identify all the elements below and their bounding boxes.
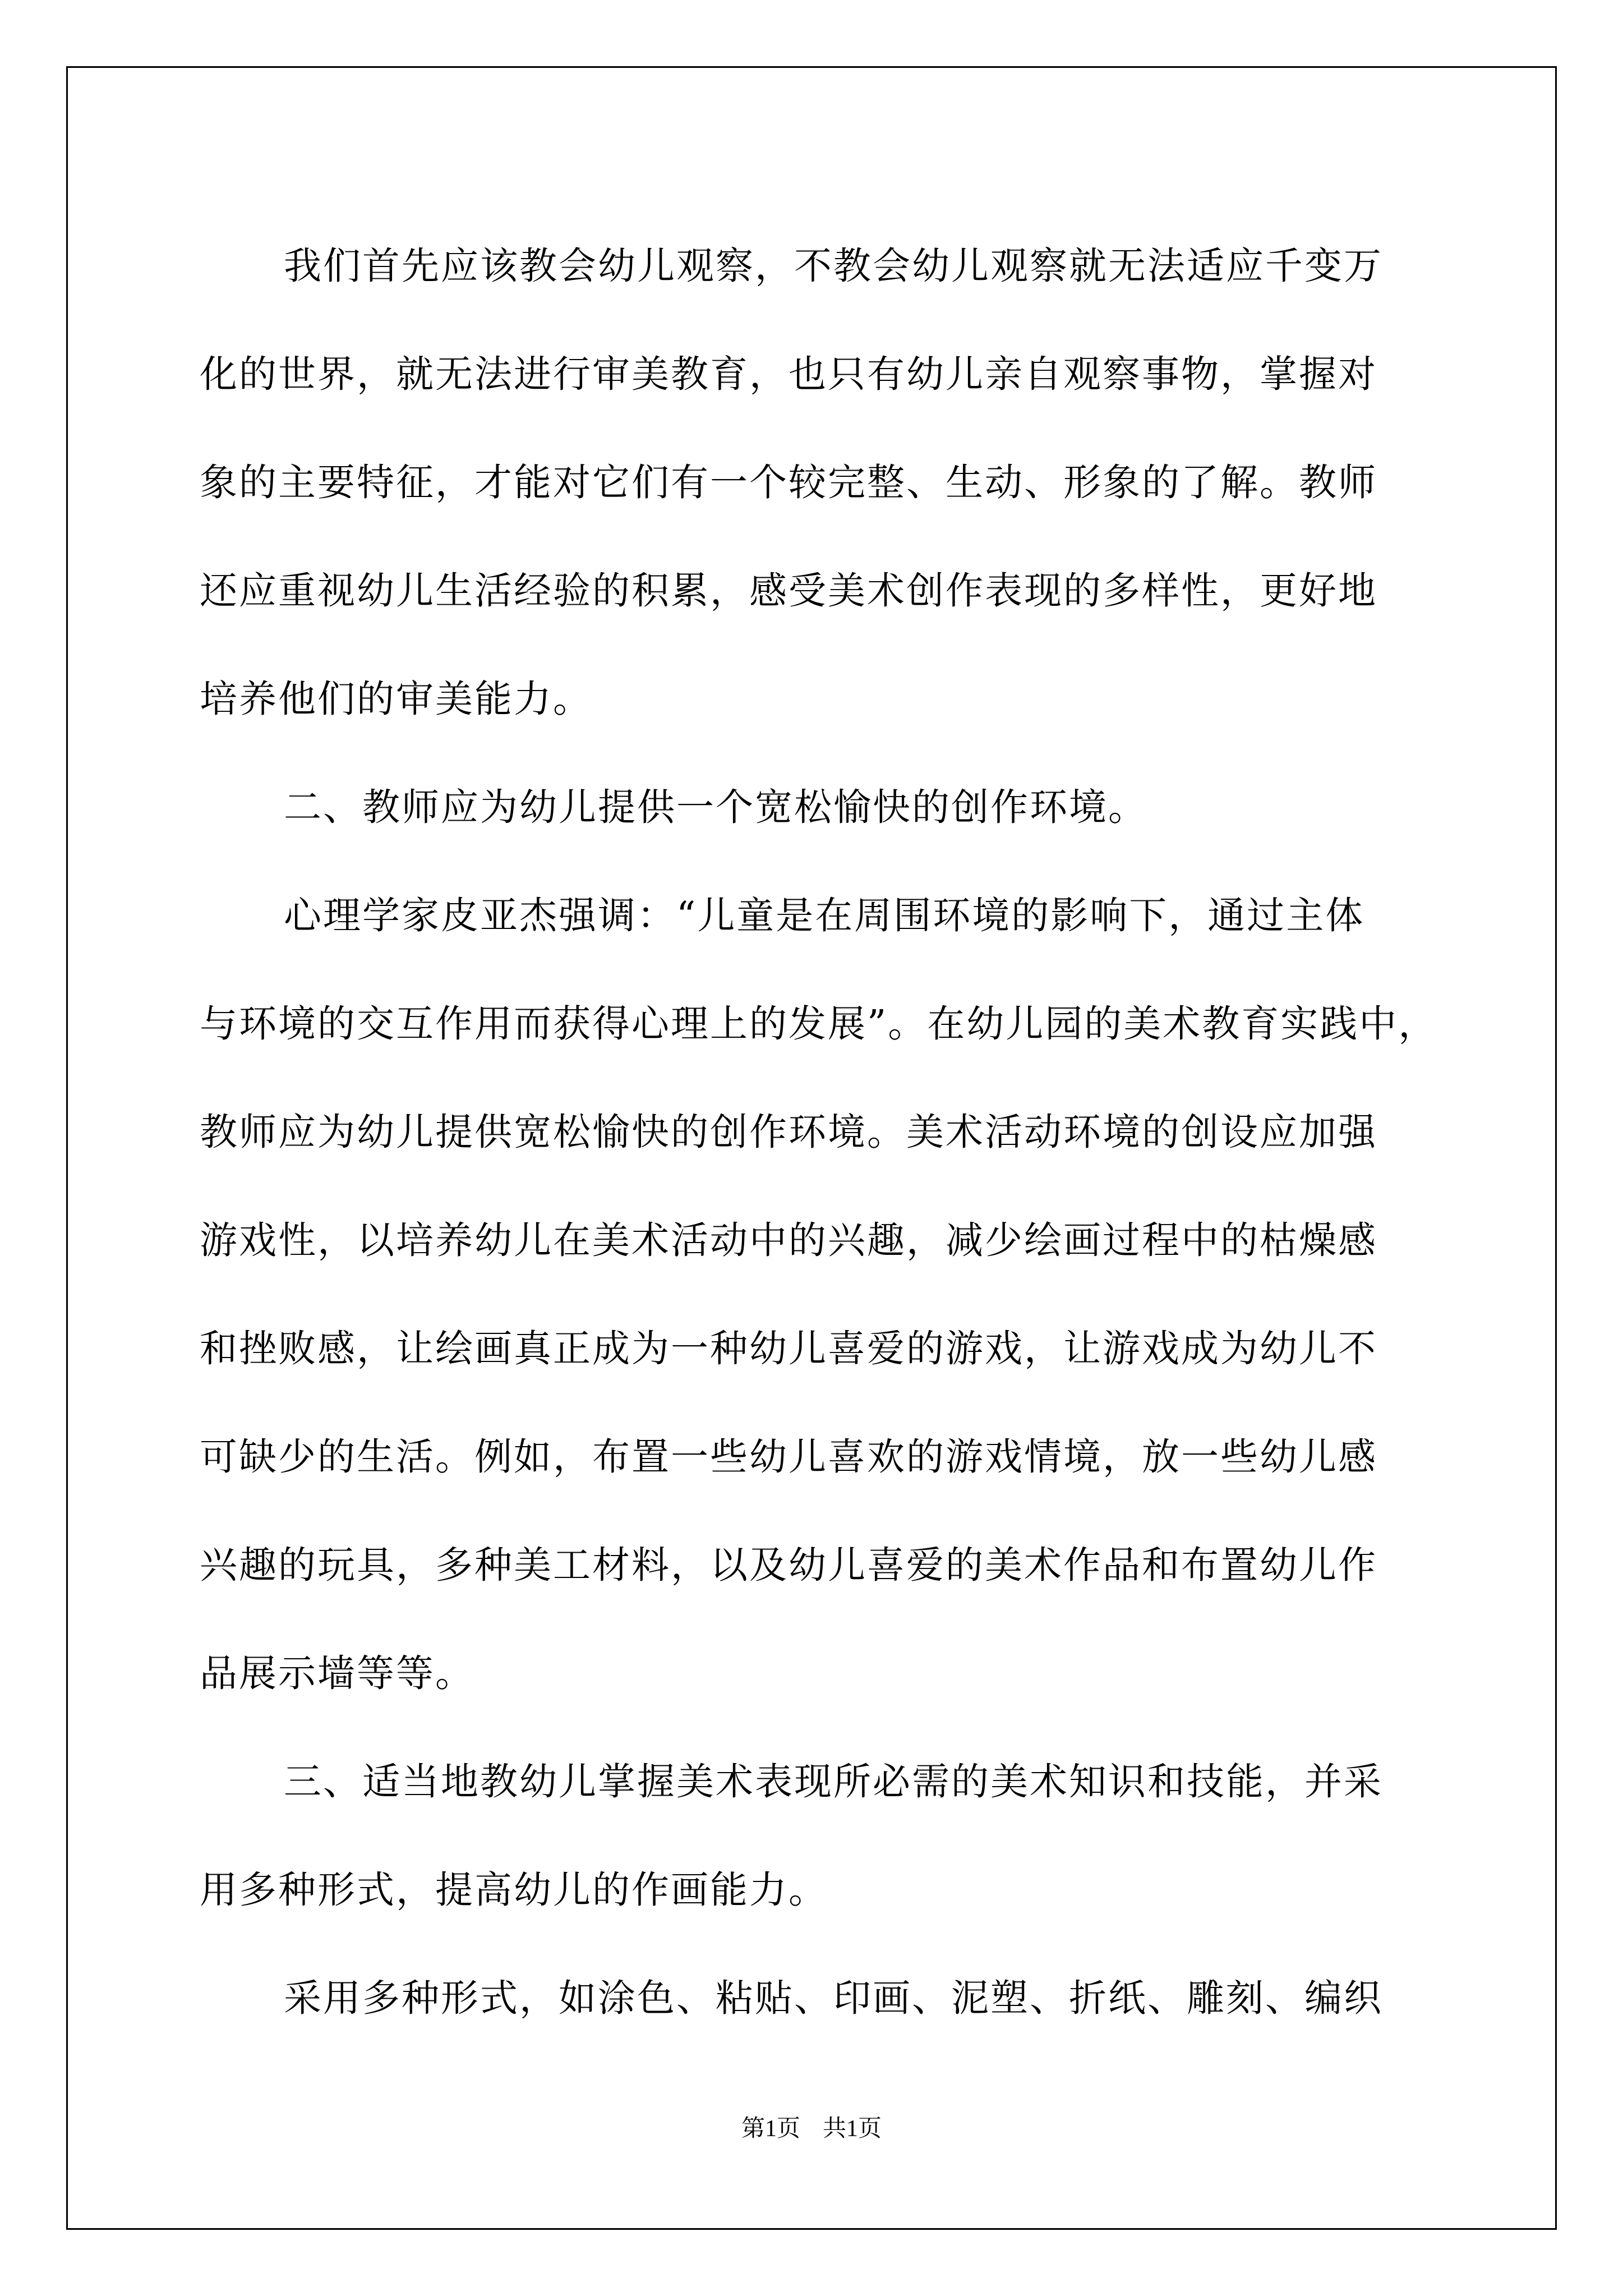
- page-total: 共1页: [823, 2116, 882, 2142]
- page-number: 第1页: [741, 2116, 800, 2142]
- document-body: [200, 212, 1438, 2053]
- paragraph-line: 游戏性，以培养幼儿在美术活动中的兴趣，减少绘画过程中的枯燥感: [200, 1218, 1377, 1262]
- paragraph-line: 心理学家皮亚杰强调：“儿童是在周围环境的影响下，通过主体: [284, 894, 1365, 937]
- paragraph-line: 采用多种形式，如涂色、粘贴、印画、泥塑、折纸、雕刻、编织: [284, 1976, 1383, 2020]
- paragraph-line: 还应重视幼儿生活经验的积累，感受美术创作表现的多样性，更好地: [200, 569, 1377, 613]
- page-footer: [0, 2112, 1623, 2146]
- paragraph-line: 象的主要特征，才能对它们有一个较完整、生动、形象的了解。教师: [200, 461, 1377, 504]
- paragraph-line: 教师应为幼儿提供宽松愉快的创作环境。美术活动环境的创设应加强: [200, 1110, 1377, 1154]
- paragraph-line: 品展示墙等等。: [200, 1651, 474, 1695]
- section-heading: 三、适当地教幼儿掌握美术表现所必需的美术知识和技能，并采: [284, 1760, 1383, 1803]
- paragraph-line: 我们首先应该教会幼儿观察，不教会幼儿观察就无法适应千变万: [284, 244, 1383, 288]
- paragraph-line: 与环境的交互作用而获得心理上的发展”。在幼儿园的美术教育实践中，: [200, 1002, 1438, 1046]
- paragraph-line: 用多种形式，提高幼儿的作画能力。: [200, 1868, 828, 1912]
- section-heading: 二、教师应为幼儿提供一个宽松愉快的创作环境。: [284, 785, 1147, 829]
- paragraph-line: 兴趣的玩具，多种美工材料，以及幼儿喜爱的美术作品和布置幼儿作: [200, 1543, 1377, 1587]
- paragraph-line: 和挫败感，让绘画真正成为一种幼儿喜爱的游戏，让游戏成为幼儿不: [200, 1327, 1377, 1370]
- paragraph-line: 化的世界，就无法进行审美教育，也只有幼儿亲自观察事物，掌握对: [200, 352, 1377, 396]
- paragraph-line: 可缺少的生活。例如，布置一些幼儿喜欢的游戏情境，放一些幼儿感: [200, 1435, 1377, 1479]
- paragraph-line: 培养他们的审美能力。: [200, 677, 592, 721]
